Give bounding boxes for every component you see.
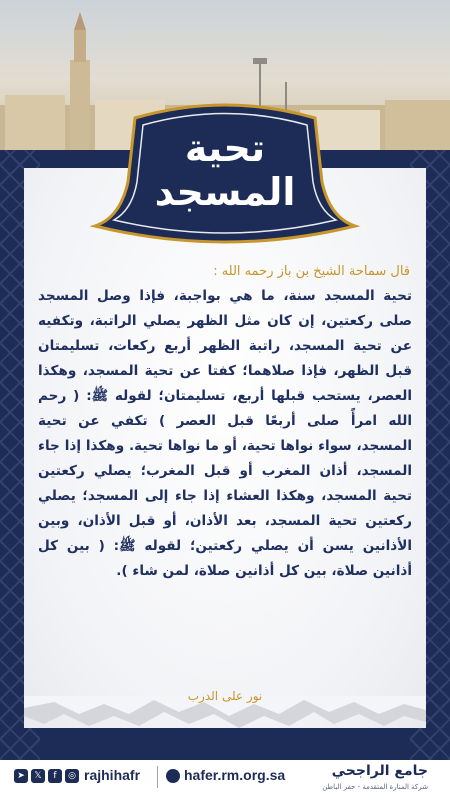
footer-divider: [157, 766, 158, 788]
globe-icon: [166, 769, 180, 783]
fatwa-body-text: تحية المسجد سنة، ما هي بواجبة، فإذا وصل المسجد صلى ركعتين، إن كان مثل الظهر يصلي الراتبة، وتكفيه عن تحية المسجد، راتبة الظهر أربع ركعات، تسليمتان قبل الظهر، فإذا صلاهما؛ كفتا عن تحية المسجد، وهكذا العصر، يستحب قبلها أربع، تسليمتان؛ لقوله ﷺ: ( رحم الله امرأً صلى أربعًا قبل العصر ) تكفي عن تحية المسجد، سواء نواها تحية، أو ما نواها تحية. وهكذا إذا جاء المسجد، أذان المغرب أو قبل المغرب؛ يصلي ركعتين تحية المسجد، وهكذا العشاء إذا جاء إلى المسجد؛ يصلي ركعتين تحية المسجد، بعد الأذان، أو قبل الأذان، وبين الأذانين يسن أن يصلي ركعتين؛ لقوله ﷺ: ( بين كل أذانين صلاة، بين كل أذانين صلاة، لمن شاء ).: [38, 288, 412, 579]
logo-name: جامع الراجحي: [331, 763, 428, 779]
instagram-icon[interactable]: ◎: [65, 769, 79, 783]
twitter-icon[interactable]: 𝕏: [31, 769, 45, 783]
logo-subtitle: شركة المنارة المتقدمة - حفر الباطن: [322, 783, 428, 791]
website-link[interactable]: hafer.rm.org.sa: [184, 767, 286, 783]
title-line-1: تحية: [184, 126, 266, 170]
social-handle[interactable]: rajhihafr: [84, 767, 141, 783]
facebook-icon[interactable]: f: [48, 769, 62, 783]
telegram-icon[interactable]: ➤: [14, 769, 28, 783]
source-label: نور على الدرب: [187, 689, 263, 703]
author-line: قال سماحة الشيخ بن باز رحمه الله :: [213, 264, 410, 279]
title-line-2: المسجد: [154, 170, 296, 214]
